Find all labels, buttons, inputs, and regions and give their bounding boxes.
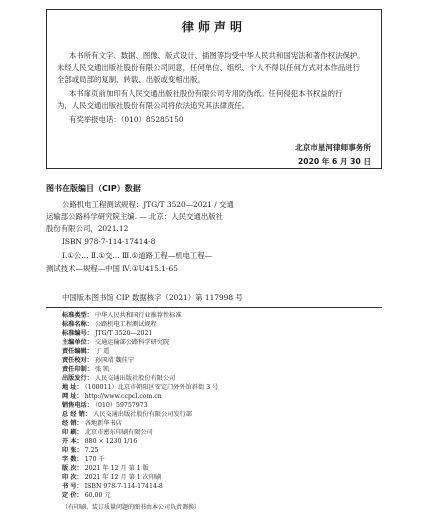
legal-statement-box [46, 9, 382, 169]
colophon-row [62, 438, 137, 446]
colophon-value: http://www.ccpcl.com.cn [84, 393, 162, 400]
cip-line-2: 运输部公路科学研究院主编. — 北京：人民交通出版社 [46, 212, 224, 221]
colophon-row [62, 474, 161, 482]
colophon-label: 标准类型： [62, 312, 93, 319]
colophon-label: 印 张： [62, 447, 83, 454]
colophon-value: 7.25 [84, 447, 99, 454]
colophon-value: 孙国靖 魏佳宁 [94, 357, 135, 364]
colophon-label: 主编单位： [62, 339, 93, 346]
colophon-row [62, 366, 109, 374]
colophon-value: 170 千 [84, 456, 105, 463]
colophon-label: 标准编号： [62, 330, 93, 337]
colophon-value: （100011）北京市朝阳区安定门外外馆斜街 3 号 [84, 384, 219, 391]
colophon-label: 总 经 销： [62, 411, 92, 418]
colophon-value: 丁 遥 [94, 348, 110, 355]
colophon-value: 张 凯 [94, 366, 110, 373]
colophon-label: 出版发行： [62, 375, 93, 382]
colophon-row [62, 465, 149, 473]
legal-statement-title: 律师声明 [181, 20, 246, 34]
colophon-label: 字 数： [62, 456, 83, 463]
colophon-label: 网 址： [62, 393, 83, 400]
colophon-row [62, 492, 111, 500]
colophon-label: 经 销： [62, 420, 83, 427]
colophon-value: 880 × 1230 1/16 [84, 438, 138, 445]
legal-paragraph-4: 本书扉页前加印有人民交通出版社股份有限公司专用防伪纸。任何侵犯本书权益的行 [69, 89, 343, 98]
colophon-row [62, 357, 134, 365]
colophon-label: 责任校对： [62, 357, 93, 364]
colophon-value: 交通运输部公路科学研究院 [94, 339, 170, 346]
colophon-value: 中华人民共和国行业推荐性标准 [94, 312, 182, 319]
colophon-label: 责任印制： [62, 366, 93, 373]
colophon-value: 2021 年 12 月 第 1 次印刷 [84, 474, 162, 481]
colophon-label: 定 价： [62, 492, 83, 499]
legal-paragraph-5: 为，人民交通出版社股份有限公司将依法追究其法律责任。 [57, 101, 250, 110]
cip-line-3: 股份有限公司，2021.12 [46, 224, 129, 233]
legal-paragraph-2: 未经人民交通出版社股份有限公司同意，任何单位、组织、个人不得以任何方式对本作品进行 [57, 63, 361, 72]
colophon-row [62, 447, 99, 455]
colophon-label: 开 本： [62, 438, 83, 445]
colophon-row [62, 429, 153, 437]
colophon-row [62, 402, 148, 410]
law-firm-name: 北京市星河律师事务所 [295, 143, 371, 152]
cip-classification-2: 测试技术—规程—中国 Ⅳ.①U415.1-65 [46, 264, 178, 273]
statement-date: 2020 年 6 月 30 日 [298, 157, 371, 166]
colophon-label: 版 次： [62, 465, 83, 472]
colophon-row [62, 348, 109, 356]
colophon-label: 书 号： [62, 483, 83, 490]
colophon-label: 地 址： [62, 384, 83, 391]
colophon-label: 标准名称： [62, 321, 93, 328]
colophon-value: 2021 年 12 月 第 1 版 [84, 465, 149, 472]
cip-heading: 图书在版编目（CIP）数据 [46, 184, 141, 193]
colophon-row [62, 483, 163, 491]
colophon-value: 人民交通出版社股份有限公司发行部 [93, 411, 193, 418]
colophon-row [62, 420, 122, 428]
divider [46, 307, 382, 308]
footer-note: （有印刷、装订质量问题的图书由本公司负责调换） [62, 504, 201, 511]
colophon-value: 公路机电工程测试规程 [94, 321, 157, 328]
colophon-row [62, 339, 169, 347]
legal-paragraph-3: 全部或局部的复制、转载、出版或变相出版。 [57, 75, 205, 84]
colophon-value: JTG/T 3520—2021 [94, 330, 153, 337]
cip-isbn: ISBN 978-7-114-17414-8 [62, 237, 156, 246]
colophon-row [62, 384, 218, 392]
colophon-row [62, 375, 175, 383]
colophon-row [62, 321, 157, 329]
colophon-row [62, 411, 192, 419]
colophon-value: （010）59757973 [94, 402, 148, 409]
colophon-value: 人民交通出版社股份有限公司 [94, 375, 176, 382]
legal-paragraph-1: 本书所有文字、数据、图像、版式设计、插图等均受中华人民共和国宪法和著作权法保护。 [69, 51, 365, 60]
colophon-value: 60.00 元 [84, 492, 111, 499]
cip-line-1: 公路机电工程测试规程：JTG/T 3520—2021 / 交通 [62, 200, 234, 209]
colophon-value: 北京市密东印刷有限公司 [84, 429, 153, 436]
colophon-row [62, 393, 162, 401]
colophon-row [62, 456, 105, 464]
colophon-value: ISBN 978-7-114-17414-8 [84, 483, 163, 490]
colophon-label: 印 次： [62, 474, 83, 481]
colophon-value: 各地新华书店 [84, 420, 122, 427]
legal-report-phone: 有奖举报电话：（010）85285150 [69, 115, 184, 124]
cip-classification-1: Ⅰ.①公… Ⅱ.①交… Ⅲ.①道路工程—机电工程— [62, 251, 213, 260]
colophon-row [62, 330, 152, 338]
colophon-label: 印 刷： [62, 429, 83, 436]
colophon-row [62, 312, 182, 320]
colophon-label: 销售电话： [62, 402, 93, 409]
colophon-label: 责任编辑： [62, 348, 93, 355]
cip-record-number: 中国版本图书馆 CIP 数据核字（2021）第 117998 号 [62, 293, 243, 302]
